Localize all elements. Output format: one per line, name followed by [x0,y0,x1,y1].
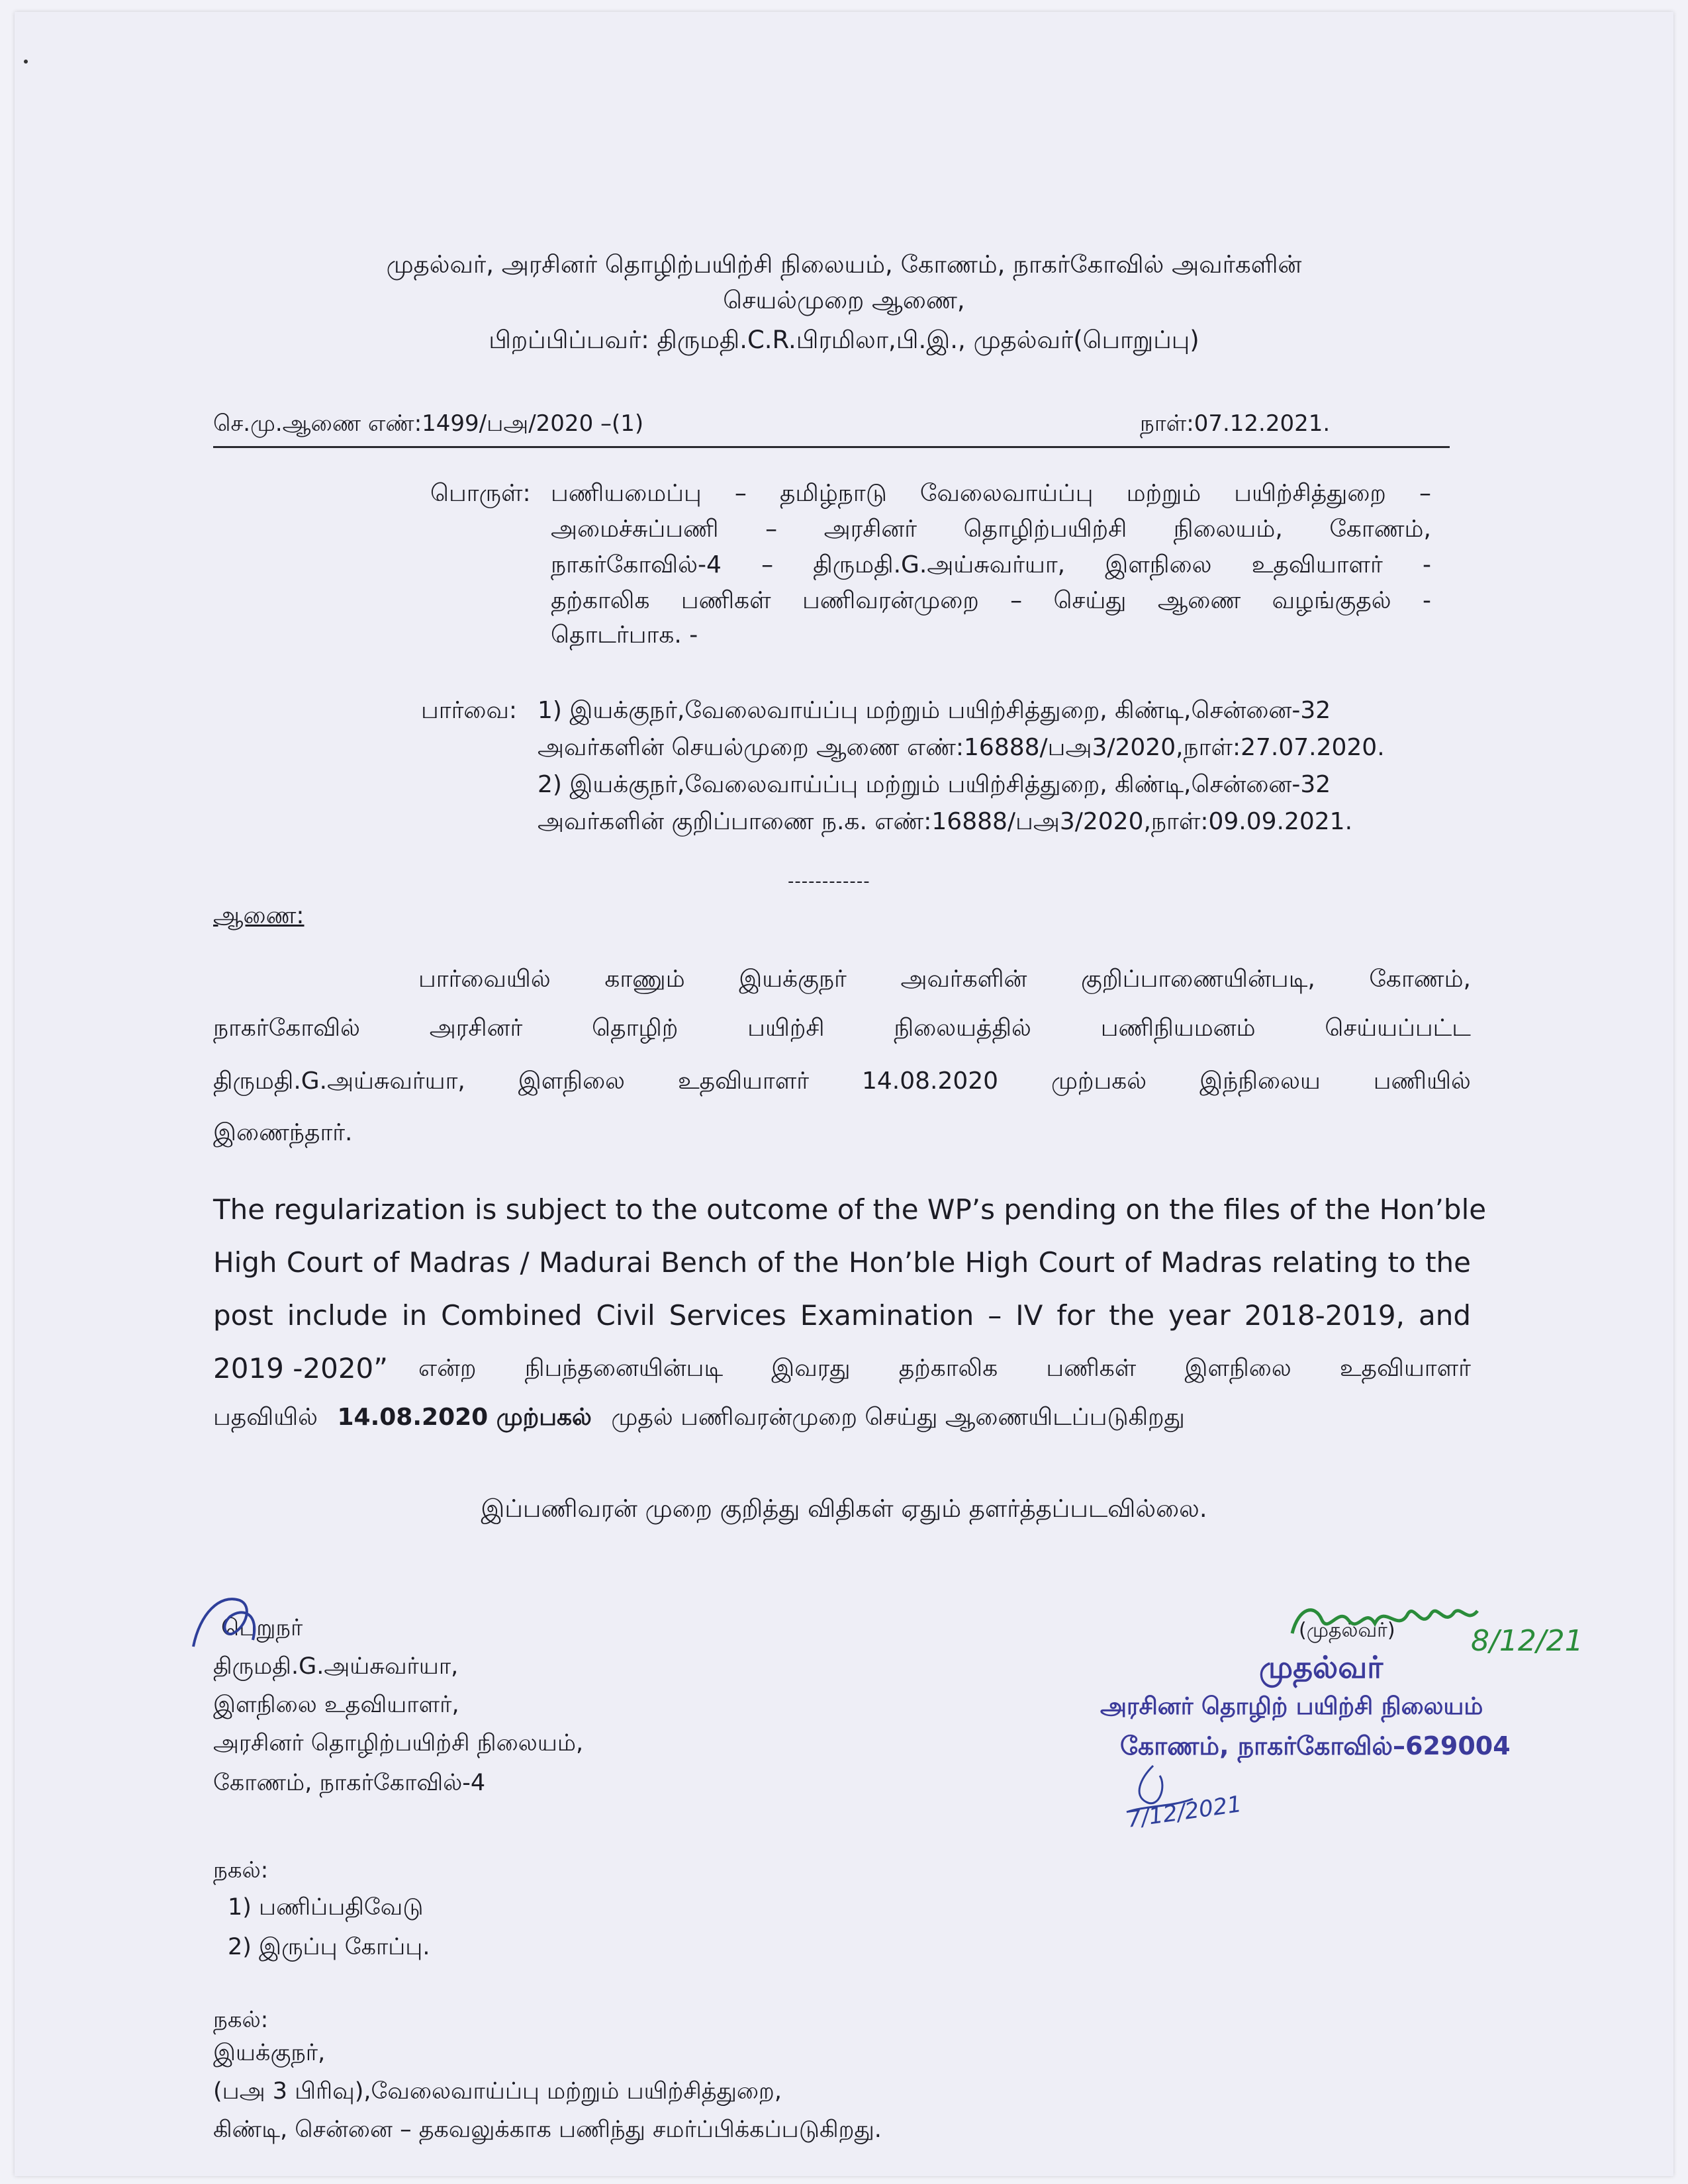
word: தமிழ்நாடு [779,480,887,507]
word: பயிற்சித்துறை [1234,480,1386,507]
signature-date: 8/12/21 [1471,1624,1583,1658]
word: அவர்களின் [900,966,1027,993]
word: வழங்குதல் [1272,587,1391,614]
order-final-line [213,1400,1185,1435]
copy1-label: நகல்: [213,1857,269,1884]
order-para1-line-3 [213,1064,1471,1099]
copy1-item-2: 2) இருப்பு கோப்பு. [228,1934,430,1960]
recipient-line-1: திருமதி.G.அய்சுவர்யா, [213,1653,459,1680]
word: – [1010,587,1023,614]
word: பணிகள் [680,587,771,614]
subject-line-5: தொடர்பாக. - [551,621,698,649]
word: இளநிலை [1105,551,1212,578]
word: கோணம், [1369,966,1471,993]
word: திருமதி.G.அய்சுவர்யா, [213,1068,465,1095]
word: இளநிலை [518,1068,626,1095]
word: பணிநியமனம் [1100,1015,1256,1042]
header-issuer: பிறப்பிப்பவர்: திருமதி.C.R.பிரமிலா,பி.இ., முதல்வர்(பொறுப்பு) [489,326,1199,354]
word: மற்றும் [1126,480,1201,507]
word: நிலையம், [1173,516,1283,543]
order-number: செ.மு.ஆணை எண்:1499/பஅ/2020 –(1) [213,410,644,437]
reference-label: பார்வை: [421,697,518,724]
mixed-line-4-tamil [418,1351,1471,1386]
copy2-line-3: கிண்டி, சென்னை – தகவலுக்காக பணிந்து சமர்ப்பிக்கப்படுகிறது. [213,2116,882,2143]
word: தற்காலிக [898,1355,998,1382]
word: வேலைவாய்ப்பு [919,480,1094,507]
final-line-prefix: பதவியில் [213,1404,318,1431]
word: தொழிற்பயிற்சி [963,516,1127,543]
order-para1-line-1 [418,962,1471,997]
word: முற்பகல் [1051,1068,1147,1095]
word: உதவியாளர் [1251,551,1383,578]
word: பணியில் [1373,1068,1471,1095]
word: அரசினர் [823,516,917,543]
word: ஆணை [1157,587,1241,614]
word: செய்யப்பட்ட [1325,1015,1471,1042]
header-line-2: செயல்முறை ஆணை, [723,286,965,314]
word: செய்து [1053,587,1127,614]
reference-1-line-2: அவர்களின் செயல்முறை ஆணை எண்:16888/பஅ3/2020,நாள்:27.07.2020. [538,734,1385,761]
word: உதவியாளர் [677,1068,810,1095]
stamp-line-3: கோணம், நாகர்கோவில்–629004 [1120,1731,1511,1760]
document-page [15,12,1673,2176]
word: பணிகள் [1046,1355,1137,1382]
word: இளநிலை [1184,1355,1291,1382]
word: காணும் [604,966,685,993]
word: குறிப்பாணையின்படி, [1081,966,1315,993]
subject-label: பொருள்: [430,480,531,507]
word: பணிவரன்முறை [802,587,979,614]
header-line-1: முதல்வர், அரசினர் தொழிற்பயிற்சி நிலையம், கோணம், நாகர்கோவில் அவர்களின் [386,250,1302,279]
word: அரசினர் [429,1015,523,1042]
word: – [1419,480,1431,507]
recipient-label: பெறுநர் [221,1615,303,1641]
speck [24,60,28,64]
word: 14.08.2020 [861,1068,999,1095]
order-para1-line-4: இணைந்தார். [213,1119,353,1146]
english-line-2: High Court of Madras / Madurai Bench of the Hon’ble High Court of Madras relating to the [213,1246,1471,1279]
word: இந்நிலைய [1199,1068,1321,1095]
header-rule [213,446,1450,448]
word: கோணம், [1329,516,1431,543]
initial-date: 7/12/2021 [1125,1791,1244,1833]
final-line-suffix: முதல் பணிவரன்முறை செய்து ஆணையிடப்படுகிறது [611,1404,1185,1431]
copy2-line-2: (பஅ 3 பிரிவு),வேலைவாய்ப்பு மற்றும் பயிற்சித்துறை, [213,2078,782,2105]
word: இயக்குநர் [739,966,847,993]
word: திருமதி.G.அய்சுவர்யா, [813,551,1066,578]
reference-2-line-2: அவர்களின் குறிப்பாணை ந.க. எண்:16888/பஅ3/2020,நாள்:09.09.2021. [538,808,1353,835]
subject-line-3 [551,548,1431,582]
copy2-line-1: இயக்குநர், [213,2040,326,2066]
english-line-4-start: 2019 -2020” [213,1352,389,1385]
word: நாகர்கோவில் [213,1015,360,1042]
word: நிபந்தனையின்படி [524,1355,724,1382]
english-line-1: The regularization is subject to the outcome of the WP’s pending on the files of the Hon’ble [213,1193,1487,1226]
copy2-label: நகல்: [213,2007,269,2033]
recipient-line-2: இளநிலை உதவியாளர், [213,1692,459,1718]
signature-scribble [180,1587,312,1660]
recipient-line-3: அரசினர் தொழிற்பயிற்சி நிலையம், [213,1730,584,1756]
word: தற்காலிக [551,587,650,614]
subject-line-1 [551,477,1431,511]
word: – [761,551,774,578]
relaxation-note: இப்பணிவரன் முறை குறித்து விதிகள் ஏதும் தளர்த்தப்படவில்லை. [481,1494,1207,1523]
word: – [734,480,747,507]
word: பயிற்சி [747,1015,825,1042]
copy1-item-1: 1) பணிப்பதிவேடு [228,1894,424,1921]
word: நாகர்கோவில்-4 [551,551,722,578]
word: பணியமைப்பு [551,480,702,507]
signatory-printed: (முதல்வர்) [1299,1619,1395,1642]
word: – [765,516,778,543]
word: தொழிற் [592,1015,679,1042]
word: நிலையத்தில் [894,1015,1031,1042]
reference-1-line-1: 1) இயக்குநர்,வேலைவாய்ப்பு மற்றும் பயிற்சித்துறை, கிண்டி,சென்னை-32 [538,697,1331,724]
order-date: நாள்:07.12.2021. [1140,410,1331,437]
word: அமைச்சுப்பணி [551,516,719,543]
english-line-3: post include in Combined Civil Services Examination – IV for the year 2018-2019, and [213,1299,1471,1332]
stamp-line-1: முதல்வர் [1259,1649,1383,1685]
final-line-bold: 14.08.2020 முற்பகல் [337,1404,592,1431]
word: என்ற [418,1355,477,1382]
reference-2-line-1: 2) இயக்குநர்,வேலைவாய்ப்பு மற்றும் பயிற்சித்துறை, கிண்டி,சென்னை-32 [538,771,1331,798]
recipient-line-4: கோணம், நாகர்கோவில்-4 [213,1770,486,1796]
word: - [1422,551,1431,578]
order-heading: ஆணை: [213,902,305,929]
word: பார்வையில் [418,966,551,993]
section-divider: ------------ [788,872,870,891]
subject-line-4 [551,584,1431,618]
subject-line-2 [551,512,1431,547]
order-para1-line-2 [213,1011,1471,1046]
stamp-line-2: அரசினர் தொழிற் பயிற்சி நிலையம் [1100,1693,1483,1720]
word: - [1423,587,1431,614]
word: இவரது [771,1355,851,1382]
word: உதவியாளர் [1339,1355,1471,1382]
